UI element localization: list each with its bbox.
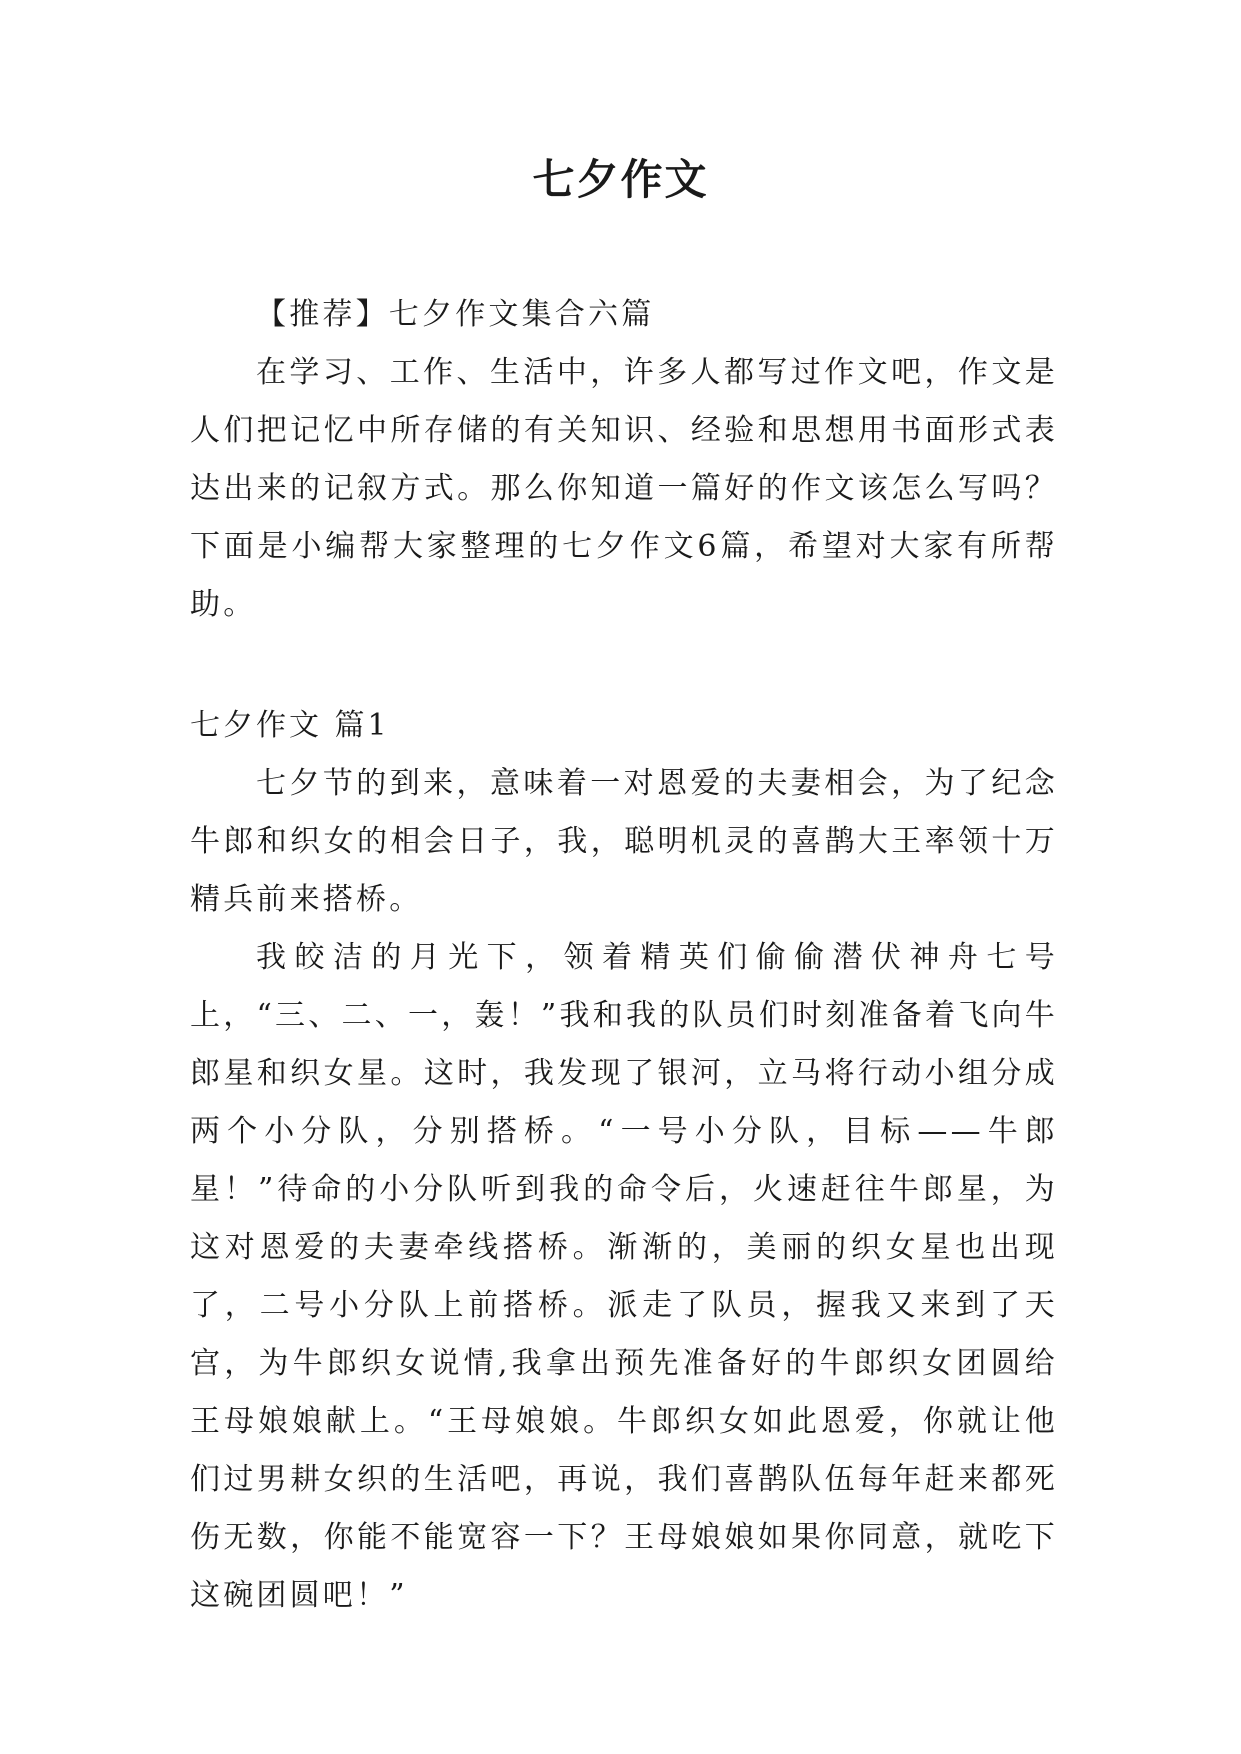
recommend-line: 【推荐】七夕作文集合六篇	[256, 297, 655, 332]
document-title: 七夕作文	[532, 155, 709, 204]
intro-paragraph: 在学习、工作、生活中，许多人都写过作文吧，作文是人们把记忆中所存储的有关知识、经验和思想用书面形式表达出来的记叙方式。那么你知道一篇好的作文该怎么写吗？下面是小编帮大家整理的七夕作文6篇，希望对大家有所帮助。	[190, 355, 1058, 622]
section-heading: 七夕作文 篇1	[190, 708, 390, 743]
section-paragraph: 我皎洁的月光下，领着精英们偷偷潜伏神舟七号上，“三、二、一，轰！”我和我的队员们时刻准备着飞向牛郎星和织女星。这时，我发现了银河，立马将行动小组分成两个小分队，分别搭桥。“一号小分队，目标——牛郎星！”待命的小分队听到我的命令后，火速赶往牛郎星，为这对恩爱的夫妻牵线搭桥。渐渐的，美丽的织女星也出现了，二号小分队上前搭桥。派走了队员，握我又来到了天宫，为牛郎织女说情,我拿出预先准备好的牛郎织女团圆给王母娘娘献上。“王母娘娘。牛郎织女如此恩爱，你就让他们过男耕女织的生活吧，再说，我们喜鹊队伍每年赶来都死伤无数，你能不能宽容一下？王母娘娘如果你同意，就吃下这碗团圆吧！”	[190, 940, 1058, 1613]
section-paragraph: 七夕节的到来，意味着一对恩爱的夫妻相会，为了纪念牛郎和织女的相会日子，我，聪明机灵的喜鹊大王率领十万精兵前来搭桥。	[190, 766, 1058, 917]
